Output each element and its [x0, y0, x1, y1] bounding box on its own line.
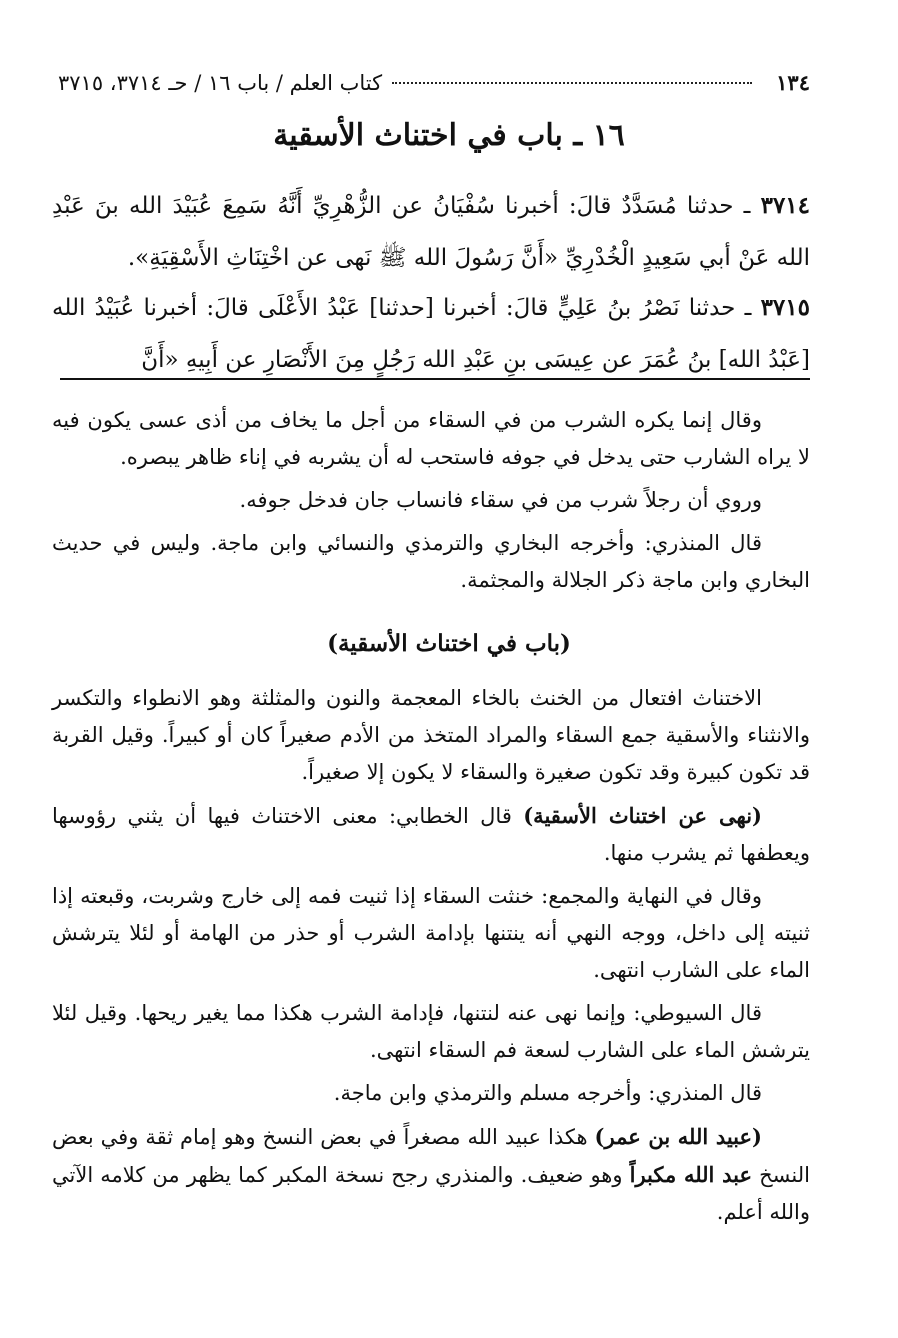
- header-leader-dots: [392, 82, 752, 84]
- hadith-3715: [52, 282, 810, 386]
- running-header: [58, 70, 810, 102]
- hadith-text: ـ حدثنا نَصْرُ بنُ عَلِيٍّ قالَ: أخبرنا [حدثنا] عَبْدُ الأَعْلَى قالَ: أخبرنا عُبَيْدُ الله [عَبْدُ الله] بنُ عُمَرَ عن عِيسَى بنِ عَبْدِ الله رَجُلٍ مِنَ الأَنْصَارِ عن أَبِيهِ «أَنَّ: [52, 295, 810, 373]
- commentary-text: هكذا عبيد الله مصغراً في بعض النسخ وهو إمام ثقة وفي بعض النسخ: [52, 1125, 810, 1187]
- commentary-paragraph: قال السيوطي: وإنما نهى عنه لنتنها، فإدامة الشرب هكذا مما يغير ريحها. وقيل لئلا يترشش الماء على الشارب لسعة فم السقاء انتهى.: [52, 1001, 810, 1062]
- chapter-title: ١٦ ـ باب في اختناث الأسقية: [273, 118, 625, 153]
- commentary-paragraph: قال المنذري: وأخرجه مسلم والترمذي وابن ماجة.: [333, 1081, 762, 1105]
- commentary-paragraph: وروي أن رجلاً شرب من في سقاء فانساب جان فدخل جوفه.: [239, 488, 762, 512]
- header-reference: كتاب العلم / باب ١٦ / حـ ٣٧١٤، ٣٧١٥: [58, 71, 383, 95]
- footnote-divider: [60, 378, 810, 380]
- commentary-subheading: (باب في اختناث الأسقية): [327, 630, 571, 657]
- commentary-paragraph: قال المنذري: وأخرجه البخاري والترمذي والنسائي وابن ماجة. وليس في حديث البخاري وابن ماجة ذكر الجلالة والمجثمة.: [52, 531, 810, 592]
- commentary-text: قال الخطابي: معنى الاختناث فيها أن يثني رؤوسها ويعطفها ثم يشرب منها.: [52, 804, 810, 865]
- page-number: ١٣٤: [776, 70, 810, 95]
- commentary-paragraph: [52, 1118, 810, 1231]
- commentary-text: وهو ضعيف. والمنذري رجح نسخة المكبر كما يظهر من كلامه الآتي والله أعلم.: [52, 1163, 810, 1224]
- commentary-paragraph: وقال إنما يكره الشرب من في السقاء من أجل ما يخاف من أذى عسى يكون فيه لا يراه الشارب حتى يدخل في جوفه فاستحب له أن يشربه في إناء ظاهر يبصره.: [52, 408, 810, 469]
- hadith-3714: [52, 180, 810, 284]
- commentary-paragraph: [52, 797, 810, 872]
- commentary-block-2: [52, 680, 810, 1231]
- hadith-number: ٣٧١٥: [760, 294, 810, 321]
- commentary-paragraph: وقال في النهاية والمجمع: خنثت السقاء إذا ثنيت فمه إلى خارج وشربت، وقبعته إذا ثنيته إلى داخل، ووجه النهي أنه ينتنها بإدامة الشرب أو حذر من الهامة أو لئلا يترشش الماء على الشارب انتهى.: [52, 884, 810, 982]
- commentary-block-1: [52, 402, 810, 599]
- quoted-phrase: (نهى عن اختناث الأسقية): [523, 803, 762, 828]
- hadith-number: ٣٧١٤: [760, 192, 811, 219]
- quoted-phrase: عبد الله مكبراً: [629, 1162, 753, 1187]
- commentary-paragraph: الاختناث افتعال من الخنث بالخاء المعجمة والنون والمثلثة وهو الانطواء والتكسر والانثناء والأسقية جمع السقاء والمراد المتخذ من الأدم صغيراً كان أو كبيراً. وقيل القربة قد تكون كبيرة وقد تكون صغيرة والسقاء لا يكون إلا صغيراً.: [52, 686, 810, 784]
- hadith-text: ـ حدثنا مُسَدَّدٌ قالَ: أخبرنا سُفْيَانُ عن الزُّهْرِيِّ أَنَّهُ سَمِعَ عُبَيْدَ الله بنَ عَبْدِ الله عَنْ أبي سَعِيدٍ الْخُدْرِيِّ «أَنَّ رَسُولَ الله ﷺ نَهى عن اخْتِنَاثِ الأَسْقِيَةِ».: [52, 193, 810, 271]
- quoted-phrase: (عبيد الله بن عمر): [594, 1124, 762, 1149]
